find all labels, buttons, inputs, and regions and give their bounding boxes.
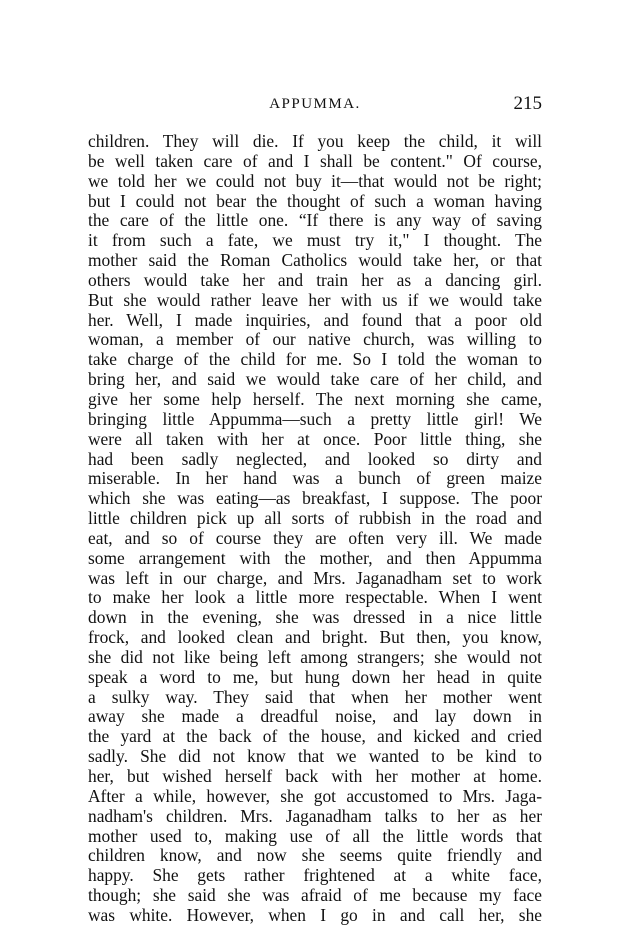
text-line: take charge of the child for me. So I told the woman to [88,350,542,370]
text-line: the care of the little one. “If there is any way of saving [88,211,542,231]
text-line: was left in our charge, and Mrs. Jaganadham set to work [88,568,542,588]
text-line: away she made a dreadful noise, and lay down in [88,707,542,727]
text-line: though; she said she was afraid of me because my face [88,886,542,906]
running-head: APPUMMA. [269,96,361,112]
text-line: children. They will die. If you keep the child, it will [88,132,542,151]
text-line: bringing little Appumma—such a pretty little girl! We [88,409,542,429]
text-line: a sulky way. They said that when her mother went [88,687,542,707]
text-line: nadham's children. Mrs. Jaganadham talks to her as her [88,806,542,826]
text-line: But she would rather leave her with us if we would take [88,290,542,310]
text-line: mother said the Roman Catholics would take her, or that [88,251,542,271]
text-line: miserable. In her hand was a bunch of green maize [88,469,542,489]
text-line: down in the evening, she was dressed in a nice little [88,608,542,628]
text-line: little children pick up all sorts of rubbish in the road and [88,509,542,529]
text-line: sadly. She did not know that we wanted to be kind to [88,747,542,767]
text-line: but I could not bear the thought of such a woman having [88,191,542,211]
text-line: which she was eating—as breakfast, I suppose. The poor [88,489,542,509]
text-line: it from such a fate, we must try it," I thought. The [88,231,542,251]
text-line: the yard at the back of the house, and kicked and cried [88,727,542,747]
text-line: happy. She gets rather frightened at a white face, [88,866,542,886]
text-line: to make her look a little more respectable. When I went [88,588,542,608]
text-line: others would take her and train her as a dancing girl. [88,270,542,290]
page-number: 215 [513,93,542,114]
text-line: was white. However, when I go in and call her, she [88,905,542,925]
text-line: woman, a member of our native church, was willing to [88,330,542,350]
text-line: speak a word to me, but hung down her head in quite [88,667,542,687]
text-line: children know, and now she seems quite friendly and [88,846,542,866]
text-line: frock, and looked clean and bright. But then, you know, [88,628,542,648]
text-line: her, but wished herself back with her mother at home. [88,767,542,786]
text-line: some arrangement with the mother, and then Appumma [88,548,542,568]
text-line: her. Well, I made inquiries, and found that a poor old [88,310,542,330]
page-header [88,93,542,120]
text-line: were all taken with her at once. Poor little thing, she [88,429,542,449]
text-line: give her some help herself. The next morning she came, [88,389,542,409]
text-line: we told her we could not buy it—that would not be right; [88,171,542,191]
text-line: mother used to, making use of all the little words that [88,826,542,846]
text-line: be well taken care of and I shall be content." Of course, [88,151,542,171]
text-line: she did not like being left among strangers; she would not [88,647,542,667]
text-line: bring her, and said we would take care of her child, and [88,370,542,390]
text-line: had been sadly neglected, and looked so dirty and [88,449,542,469]
text-line: eat, and so of course they are often very ill. We made [88,528,542,548]
text-line: After a while, however, she got accustomed to Mrs. Jaga- [88,786,542,806]
body-text [88,132,542,926]
